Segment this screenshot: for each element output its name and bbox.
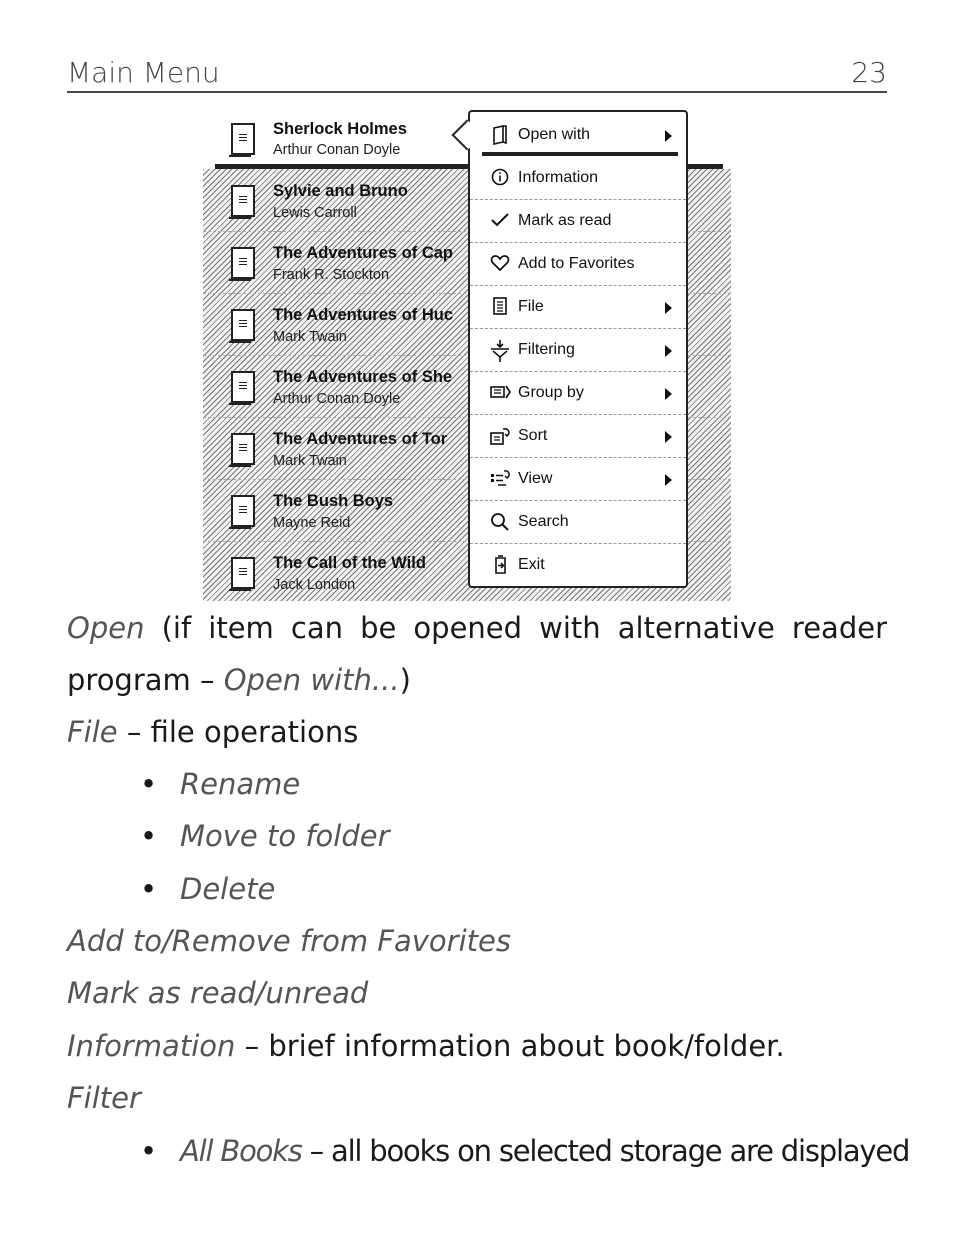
book-author: Mark Twain [273,329,347,345]
menu-item-mark-as-read[interactable]: Mark as read [470,200,686,243]
menu-item-information[interactable]: Information [470,157,686,200]
book-title: The Bush Boys [273,492,394,510]
menu-item-exit[interactable]: Exit [470,544,686,587]
page-header [67,54,887,93]
book-icon [231,371,255,403]
book-title: The Call of the Wild [273,554,426,572]
menu-item-file[interactable]: File [470,286,686,329]
open-paragraph-line2: program – Open with...) [67,663,411,697]
chevron-right-icon [665,474,672,486]
chevron-right-icon [665,345,672,357]
book-author: Mark Twain [273,453,347,469]
group-icon [490,383,510,403]
open-paragraph-line1: Open (if item can be opened with alternative reader [67,611,887,645]
information-paragraph: Information – brief information about book/folder. [67,1029,785,1063]
chevron-right-icon [665,130,672,142]
view-icon [490,469,510,489]
menu-item-filtering[interactable]: Filtering [470,329,686,372]
book-author: Arthur Conan Doyle [273,391,401,407]
mark-read-paragraph: Mark as read/unread [67,976,369,1010]
book-icon [231,433,255,465]
exit-icon [490,555,510,575]
book-title: The Adventures of Tor [273,430,448,448]
menu-item-search[interactable]: Search [470,501,686,544]
book-icon [231,495,255,527]
book-author: Frank R. Stockton [273,267,390,283]
menu-item-open-with[interactable]: Open with [470,114,686,157]
book-icon [231,247,255,279]
filter-icon [490,340,510,360]
menu-item-view[interactable]: View [470,458,686,501]
book-author: Arthur Conan Doyle [273,142,401,158]
book-icon [231,185,255,217]
file-paragraph: File – file operations [67,715,359,749]
book-author: Mayne Reid [273,515,351,531]
book-title: The Adventures of Huc [273,306,453,324]
book-icon [231,123,255,155]
menu-item-add-to-favorites[interactable]: Add to Favorites [470,243,686,286]
check-icon [490,211,510,231]
file-icon [490,297,510,317]
menu-item-sort[interactable]: Sort [470,415,686,458]
chevron-right-icon [665,302,672,314]
book-title: The Adventures of She [273,368,453,386]
book-title: Sylvie and Bruno [273,182,408,200]
book-open-icon [490,125,510,145]
book-icon [231,557,255,589]
section-title: Main Menu [67,56,220,89]
sort-icon [490,426,510,446]
book-author: Lewis Carroll [273,205,357,221]
book-title: The Adventures of Cap [273,244,453,262]
book-author: Jack London [273,577,356,593]
favorites-paragraph: Add to/Remove from Favorites [67,924,511,958]
filter-paragraph: Filter [67,1081,141,1115]
heart-icon [490,254,510,274]
book-icon [231,309,255,341]
chevron-right-icon [665,431,672,443]
context-menu [468,110,688,588]
info-icon [490,168,510,188]
chevron-right-icon [665,388,672,400]
menu-item-group-by[interactable]: Group by [470,372,686,415]
page-number: 23 [851,56,887,89]
search-icon [490,512,510,532]
book-title: Sherlock Holmes [273,120,407,138]
